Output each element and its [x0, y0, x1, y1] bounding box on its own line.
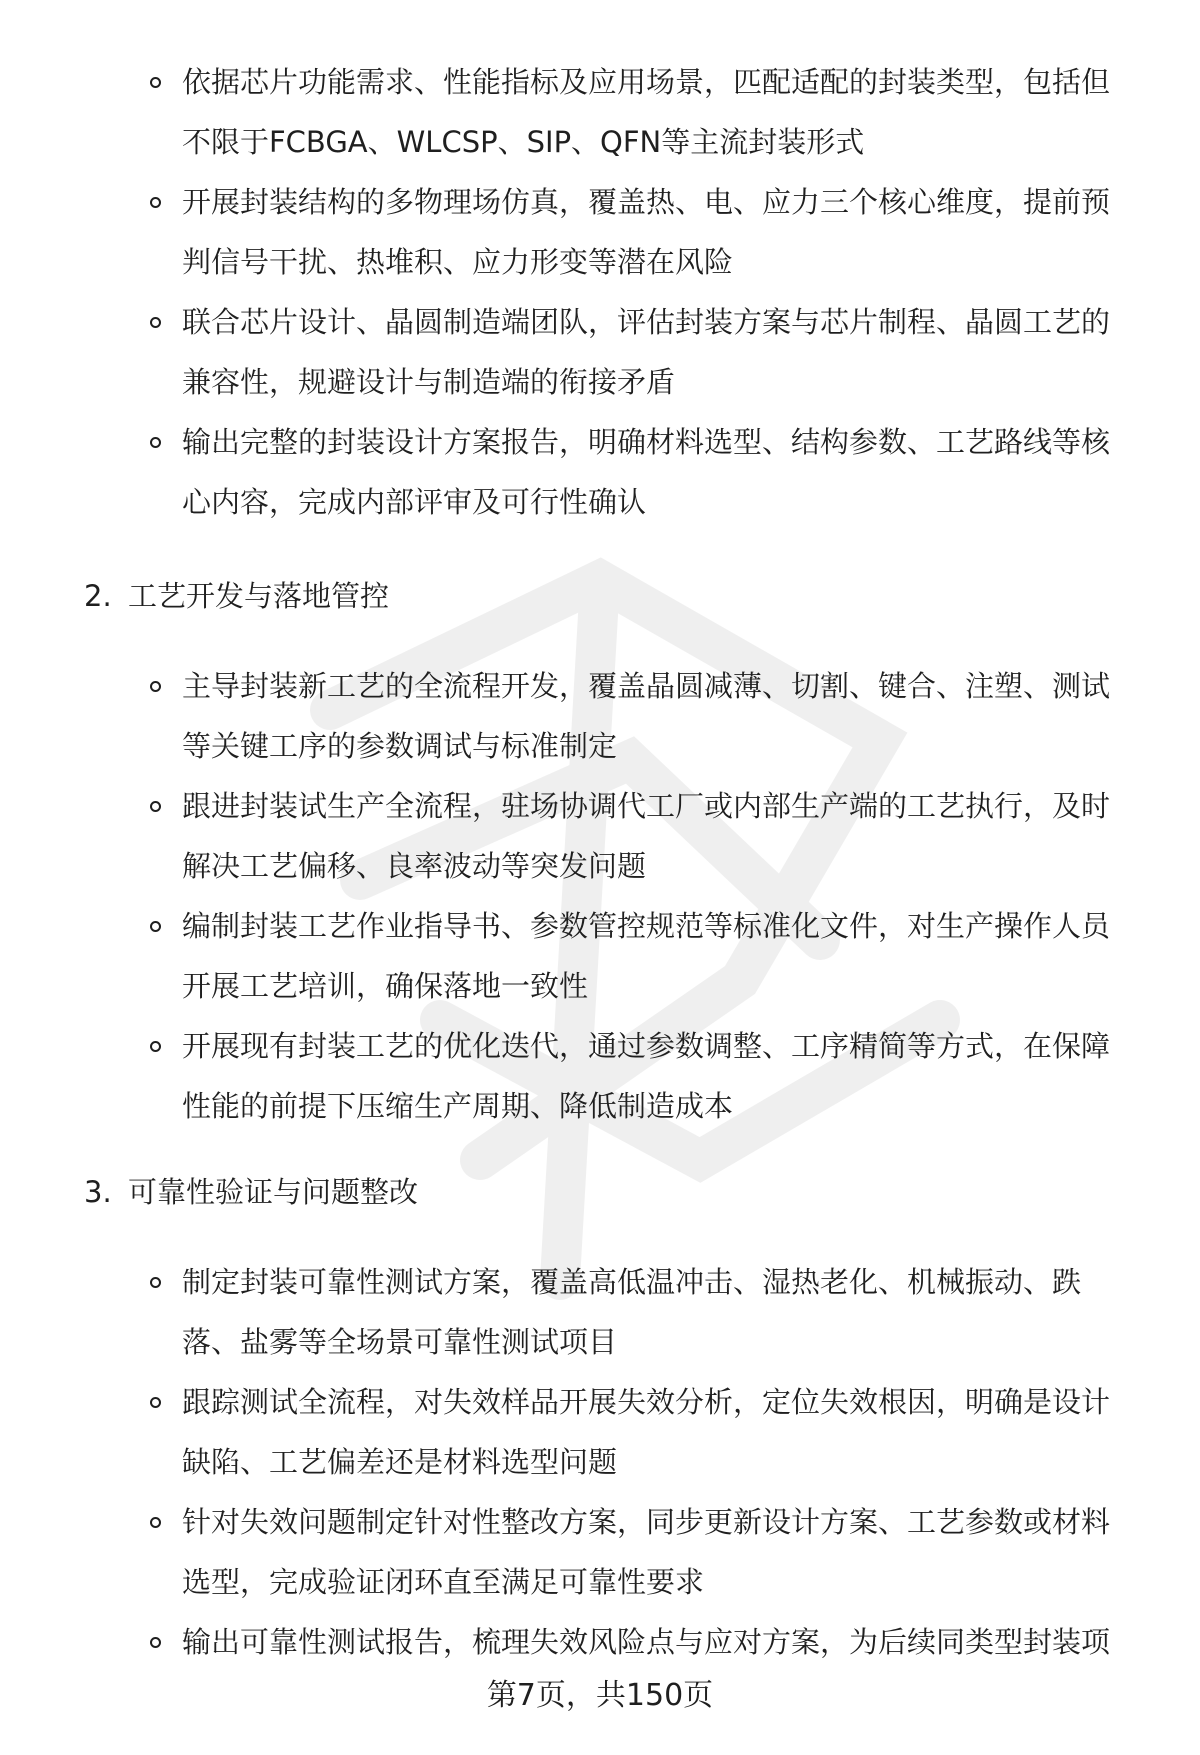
list-item-text: 主导封装新工艺的全流程开发，覆盖晶圆减薄、切割、键合、注塑、测试等关键工序的参数调试与标准制定: [182, 669, 1111, 763]
bullet-circle-icon: [150, 801, 161, 812]
list-item: [0, 172, 1200, 292]
bullet-circle-icon: [150, 197, 161, 208]
section-number: 3.: [84, 1175, 112, 1209]
section-bullet-list: [0, 656, 1200, 1136]
list-item: [0, 656, 1200, 776]
section-heading: [0, 566, 1200, 626]
list-item-text: 输出可靠性测试报告，梳理失效风险点与应对方案，为后续同类型封装项: [182, 1625, 1111, 1659]
list-item-text: 跟踪测试全流程，对失效样品开展失效分析，定位失效根因，明确是设计缺陷、工艺偏差还是材料选型问题: [182, 1385, 1111, 1479]
list-item: [0, 412, 1200, 532]
section-bullet-list: [0, 1252, 1200, 1672]
section-heading: [0, 1162, 1200, 1222]
list-item: [0, 1252, 1200, 1372]
bullet-circle-icon: [150, 681, 161, 692]
list-item: [0, 776, 1200, 896]
section-title: 可靠性验证与问题整改: [128, 1175, 419, 1209]
list-item-text: 开展现有封装工艺的优化迭代，通过参数调整、工序精简等方式，在保障性能的前提下压缩生产周期、降低制造成本: [182, 1029, 1111, 1123]
list-item: [0, 1492, 1200, 1612]
list-item: [0, 1372, 1200, 1492]
section-number: 2.: [84, 579, 112, 613]
bullet-circle-icon: [150, 921, 161, 932]
list-item-text: 依据芯片功能需求、性能指标及应用场景，匹配适配的封装类型，包括但不限于FCBGA、WLCSP、SIP、QFN等主流封装形式: [182, 65, 1111, 159]
list-item: [0, 1612, 1200, 1672]
page-footer: [0, 1672, 1200, 1720]
bullet-circle-icon: [150, 317, 161, 328]
bullet-circle-icon: [150, 1637, 161, 1648]
bullet-circle-icon: [150, 437, 161, 448]
bullet-circle-icon: [150, 1277, 161, 1288]
bullet-circle-icon: [150, 1397, 161, 1408]
list-item: [0, 1016, 1200, 1136]
list-item: [0, 896, 1200, 1016]
list-item-text: 开展封装结构的多物理场仿真，覆盖热、电、应力三个核心维度，提前预判信号干扰、热堆积、应力形变等潜在风险: [182, 185, 1111, 279]
page-number-label: 第7页，共150页: [486, 1678, 714, 1713]
list-item-text: 输出完整的封装设计方案报告，明确材料选型、结构参数、工艺路线等核心内容，完成内部评审及可行性确认: [182, 425, 1111, 519]
bullet-circle-icon: [150, 77, 161, 88]
bullet-circle-icon: [150, 1517, 161, 1528]
list-item-text: 编制封装工艺作业指导书、参数管控规范等标准化文件，对生产操作人员开展工艺培训，确保落地一致性: [182, 909, 1111, 1003]
list-item-text: 跟进封装试生产全流程，驻场协调代工厂或内部生产端的工艺执行，及时解决工艺偏移、良率波动等突发问题: [182, 789, 1111, 883]
intro-bullet-list: [0, 52, 1200, 532]
section-title: 工艺开发与落地管控: [128, 579, 390, 613]
list-item: [0, 292, 1200, 412]
list-item-text: 针对失效问题制定针对性整改方案，同步更新设计方案、工艺参数或材料选型，完成验证闭环直至满足可靠性要求: [182, 1505, 1111, 1599]
list-item: [0, 52, 1200, 172]
list-item-text: 联合芯片设计、晶圆制造端团队，评估封装方案与芯片制程、晶圆工艺的兼容性，规避设计与制造端的衔接矛盾: [182, 305, 1111, 399]
list-item-text: 制定封装可靠性测试方案，覆盖高低温冲击、湿热老化、机械振动、跌落、盐雾等全场景可靠性测试项目: [182, 1265, 1082, 1359]
bullet-circle-icon: [150, 1041, 161, 1052]
